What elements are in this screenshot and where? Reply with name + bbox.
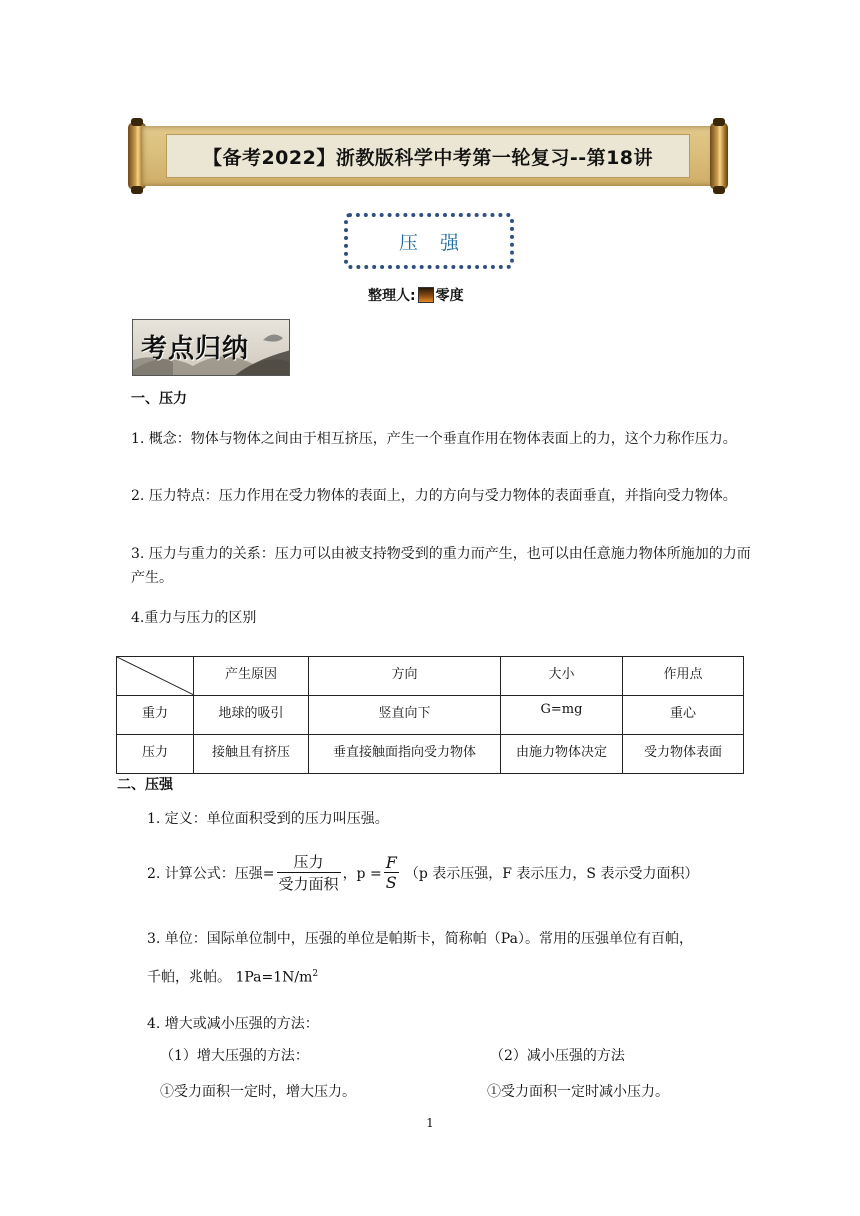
table-row [117, 735, 744, 774]
unit-superscript: 2 [312, 969, 319, 979]
table-cell: 接触且有挤压 [194, 735, 309, 774]
paragraph-2: 2. 压力特点：压力作用在受力物体的表面上，力的方向与受力物体的表面垂直，并指向受力物体。 [131, 488, 737, 504]
table-cell: 由施力物体决定 [501, 735, 623, 774]
table-corner-cell [117, 657, 194, 696]
paragraph-3: 3. 压力与重力的关系：压力可以由被支持物受到的重力而产生，也可以由任意施力物体所施加的力而产生。 [131, 546, 751, 586]
methods-heading: 4. 增大或减小压强的方法： [147, 1016, 319, 1032]
table-header-cell: 产生原因 [194, 657, 309, 696]
scroll-roller-right [710, 122, 728, 190]
symbol-numerator: F [385, 853, 397, 872]
symbol-denominator: S [385, 873, 397, 892]
formula-note: （p 表示压强，F 表示压力，S 表示受力面积） [404, 865, 699, 882]
heading-pressure-force: 一、压力 [131, 391, 187, 407]
table-header-cell: 作用点 [623, 657, 744, 696]
table-header-cell: 方向 [309, 657, 501, 696]
decrease-title: （2）减小压强的方法 [490, 1048, 625, 1064]
table-cell: 重力 [117, 696, 194, 735]
table-header-row [117, 657, 744, 696]
page-number: 1 [426, 1116, 434, 1130]
table-cell: 受力物体表面 [623, 735, 744, 774]
topic-title: 压强 [398, 231, 481, 254]
heading-pressure: 二、压强 [117, 777, 173, 793]
diagonal-line [117, 657, 194, 695]
unit-line-2 [147, 962, 747, 990]
table-cell: 压力 [117, 735, 194, 774]
unit-line-1: 3. 单位：国际单位制中，压强的单位是帕斯卡，简称帕（Pa）。常用的压强单位有百帕， [147, 931, 693, 947]
formula-prefix: 2. 计算公式：压强= [147, 865, 275, 882]
paragraph-4: 4.重力与压力的区别 [131, 610, 257, 626]
comparison-table [116, 656, 744, 774]
definition-line: 1. 定义：单位面积受到的压力叫压强。 [147, 811, 389, 827]
table-cell: 竖直向下 [309, 696, 501, 735]
author-label: 整理人: [368, 288, 416, 304]
fraction-numerator: 压力 [293, 853, 324, 871]
increase-title: （1）增大压强的方法： [160, 1048, 309, 1064]
fraction-denominator: 受力面积 [278, 875, 339, 893]
unit-text: 千帕，兆帕。 1Pa=1N/m [147, 969, 313, 986]
author-avatar-icon [418, 287, 434, 303]
table-cell: 重心 [623, 696, 744, 735]
table-cell: 地球的吸引 [194, 696, 309, 735]
author-name: 零度 [435, 288, 464, 304]
section-image-text: 考点归纳 [141, 334, 250, 364]
topic-box [344, 213, 514, 269]
table-row [117, 696, 744, 735]
table-cell: G=mg [501, 696, 623, 735]
formula-separator: ，p = [342, 865, 382, 882]
section-image [132, 319, 290, 376]
table-cell: 垂直接触面指向受力物体 [309, 735, 501, 774]
increase-item-1: ①受力面积一定时，增大压力。 [160, 1084, 356, 1100]
table-header-cell: 大小 [501, 657, 623, 696]
formula-fraction-symbols [384, 853, 399, 892]
author-line [368, 285, 464, 305]
formula-line [147, 851, 698, 894]
formula-fraction-words [277, 851, 341, 894]
scroll-paper [142, 126, 714, 186]
title-banner [128, 122, 728, 190]
paragraph-1: 1. 概念：物体与物体之间由于相互挤压，产生一个垂直作用在物体表面上的力，这个力称作压力。 [131, 431, 737, 447]
banner-title: 【备考2022】浙教版科学中考第一轮复习--第18讲 [202, 146, 654, 169]
decrease-item-1: ①受力面积一定时减小压力。 [487, 1084, 669, 1100]
